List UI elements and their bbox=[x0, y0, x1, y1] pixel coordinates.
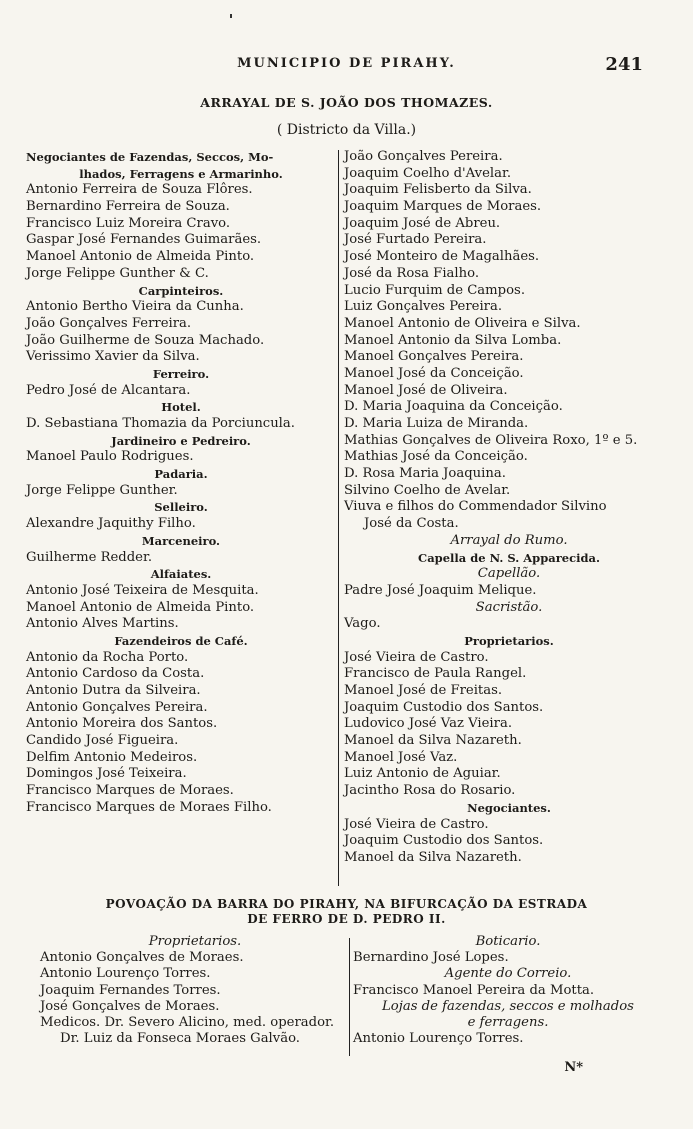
entry-heading: Marceneiro. bbox=[141, 533, 221, 548]
bottom-column-divider bbox=[349, 938, 350, 1056]
entry-line: Manoel José Vaz. bbox=[344, 749, 458, 765]
entry-line: Antonio Gonçalves Pereira. bbox=[26, 699, 208, 715]
entry-line: Francisco de Paula Rangel. bbox=[344, 666, 527, 682]
entry-line: Joaquim Custodio dos Santos. bbox=[344, 833, 544, 849]
entry-line: Joaquim Marques de Moraes. bbox=[344, 199, 542, 215]
bottom-left-column bbox=[40, 934, 350, 1047]
entry-line: José Vieira de Castro. bbox=[344, 816, 489, 832]
entry-line: Francisco Manoel Pereira da Motta. bbox=[353, 982, 595, 998]
entry-heading: Selleiro. bbox=[154, 500, 208, 515]
entry-line: Antonio Ferreira de Souza Flôres. bbox=[26, 182, 253, 198]
entry-line: Vago. bbox=[344, 616, 381, 632]
entry-heading: Negociantes. bbox=[467, 800, 551, 815]
entry-heading: Agente do Correio. bbox=[444, 966, 572, 982]
entry-heading: Jardineiro e Pedreiro. bbox=[111, 433, 251, 448]
entry-line: Ludovico José Vaz Vieira. bbox=[344, 716, 513, 732]
entry-line: Joaquim José de Abreu. bbox=[344, 215, 501, 231]
entry-line: Antonio Alves Martins. bbox=[26, 616, 179, 632]
entry-heading: Negociantes de Fazendas, Seccos, Mo- bbox=[26, 150, 274, 164]
page-number: 241 bbox=[605, 54, 643, 75]
entry-heading: e ferragens. bbox=[467, 1014, 549, 1030]
entry-line: Jorge Felippe Gunther. bbox=[26, 482, 178, 498]
entry-line: Antonio Moreira dos Santos. bbox=[26, 716, 218, 732]
entry-line: Mathias José da Conceição. bbox=[344, 449, 528, 465]
entry-line: Manoel José de Freitas. bbox=[344, 683, 503, 698]
entry-line: Antonio Lourenço Torres. bbox=[353, 1031, 524, 1047]
entry-heading: Proprietarios. bbox=[148, 934, 242, 949]
entry-line: João Gonçalves Ferreira. bbox=[26, 315, 192, 331]
entry-line: Delfim Antonio Medeiros. bbox=[26, 749, 198, 765]
entry-line: Bernardino José Lopes. bbox=[353, 950, 509, 966]
entry-line: Antonio da Rocha Porto. bbox=[26, 649, 189, 665]
entry-line: D. Sebastiana Thomazia da Porciuncula. bbox=[26, 416, 295, 431]
entry-line: Manoel da Silva Nazareth. bbox=[344, 849, 522, 865]
entry-line: D. Rosa Maria Joaquina. bbox=[344, 466, 506, 482]
entry-line: Lucio Furquim de Campos. bbox=[344, 282, 526, 298]
entry-heading: Arrayal do Rumo. bbox=[450, 532, 568, 548]
entry-line: Joaquim Felisberto da Silva. bbox=[344, 182, 532, 198]
entry-line: José da Costa. bbox=[364, 516, 459, 532]
entry-heading: Proprietarios. bbox=[464, 633, 554, 648]
section-title-povoacao-2: DE FERRO DE D. PEDRO II. bbox=[247, 912, 446, 926]
entry-line: Dr. Luiz da Fonseca Moraes Galvão. bbox=[60, 1031, 300, 1047]
entry-heading: Padaria. bbox=[154, 467, 208, 482]
entry-line: D. Maria Joaquina da Conceição. bbox=[344, 399, 563, 415]
entry-line: Manoel Antonio de Oliveira e Silva. bbox=[344, 315, 581, 331]
page-header bbox=[0, 56, 693, 80]
section-title-povoacao: POVOAÇÃO DA BARRA DO PIRAHY, NA BIFURCAÇÃO DA ESTRADA bbox=[105, 897, 588, 911]
entry-line: João Gonçalves Pereira. bbox=[344, 149, 503, 164]
entry-heading: Hotel. bbox=[161, 400, 201, 415]
entry-heading: Sacristão. bbox=[475, 599, 543, 615]
entry-line: Silvino Coelho de Avelar. bbox=[344, 482, 511, 498]
entry-heading: Ferreiro. bbox=[152, 366, 210, 381]
entry-heading: Capella de N. S. Apparecida. bbox=[418, 550, 600, 565]
entry-line: José Vieira de Castro. bbox=[344, 649, 489, 665]
entry-line: Pedro José de Alcantara. bbox=[26, 382, 191, 398]
entry-line: Domingos José Teixeira. bbox=[26, 766, 187, 782]
entry-line: Alexandre Jaquithy Filho. bbox=[26, 516, 196, 532]
right-column bbox=[344, 149, 674, 867]
left-column bbox=[26, 149, 336, 817]
page-title: MUNICIPIO DE PIRAHY. bbox=[237, 56, 456, 71]
entry-line: Francisco Marques de Moraes. bbox=[26, 783, 234, 799]
entry-line: Guilherme Redder. bbox=[26, 549, 153, 565]
entry-line: Luiz Antonio de Aguiar. bbox=[344, 766, 501, 782]
entry-line: Medicos. Dr. Severo Alicino, med. operador. bbox=[40, 1014, 335, 1030]
entry-line: Manoel José da Conceição. bbox=[344, 365, 524, 381]
print-mark bbox=[230, 14, 232, 18]
entry-heading: Boticario. bbox=[475, 934, 541, 949]
entry-line: Manoel José de Oliveira. bbox=[344, 382, 508, 398]
entry-line: Joaquim Custodio dos Santos. bbox=[344, 699, 544, 715]
entry-line: José Gonçalves de Moraes. bbox=[40, 998, 220, 1014]
entry-line: Antonio Lourenço Torres. bbox=[40, 966, 211, 982]
entry-line: Joaquim Fernandes Torres. bbox=[40, 982, 221, 998]
entry-heading: Alfaiates. bbox=[150, 567, 212, 582]
section-subtitle: ( Districto da Villa.) bbox=[276, 122, 417, 138]
entry-line: Francisco Marques de Moraes Filho. bbox=[26, 799, 272, 815]
entry-line: Antonio Bertho Vieira da Cunha. bbox=[26, 299, 244, 315]
entry-line: Joaquim Coelho d'Avelar. bbox=[344, 165, 512, 181]
entry-line: José da Rosa Fialho. bbox=[344, 265, 480, 281]
entry-heading: Fazendeiros de Café. bbox=[114, 633, 248, 648]
entry-line: Manoel Paulo Rodrigues. bbox=[26, 449, 194, 465]
entry-line: Bernardino Ferreira de Souza. bbox=[26, 199, 230, 215]
entry-line: Gaspar José Fernandes Guimarães. bbox=[26, 232, 262, 248]
entry-line: Manoel Antonio da Silva Lomba. bbox=[344, 332, 562, 348]
entry-heading: lhados, Ferragens e Armarinho. bbox=[79, 166, 283, 181]
signature-mark: N* bbox=[564, 1060, 583, 1075]
entry-line: Candido José Figueira. bbox=[26, 733, 179, 749]
entry-line: Manoel Antonio de Almeida Pinto. bbox=[26, 599, 255, 615]
entry-heading: Carpinteiros. bbox=[138, 283, 224, 298]
entry-line: João Guilherme de Souza Machado. bbox=[26, 332, 265, 348]
entry-heading: Capellão. bbox=[477, 566, 541, 582]
entry-line: Manoel Antonio de Almeida Pinto. bbox=[26, 249, 255, 265]
section-title-arrayal: ARRAYAL DE S. JOÃO DOS THOMAZES. bbox=[200, 95, 493, 110]
entry-line: Verissimo Xavier da Silva. bbox=[26, 349, 200, 365]
entry-line: José Furtado Pereira. bbox=[344, 232, 487, 248]
entry-line: Viuva e filhos do Commendador Silvino bbox=[344, 499, 607, 515]
entry-line: Padre José Joaquim Melique. bbox=[344, 582, 537, 598]
entry-line: Antonio Gonçalves de Moraes. bbox=[40, 950, 244, 966]
entry-line: Antonio José Teixeira de Mesquita. bbox=[26, 582, 259, 598]
entry-line: Jacintho Rosa do Rosario. bbox=[344, 783, 516, 799]
entry-line: Francisco Luiz Moreira Cravo. bbox=[26, 215, 231, 231]
entry-line: D. Maria Luiza de Miranda. bbox=[344, 416, 529, 431]
column-divider bbox=[338, 150, 339, 886]
entry-line: José Monteiro de Magalhães. bbox=[344, 249, 540, 265]
bottom-right-column bbox=[353, 934, 663, 1047]
entry-line: Jorge Felippe Gunther & C. bbox=[26, 265, 209, 281]
entry-line: Manoel da Silva Nazareth. bbox=[344, 733, 522, 749]
entry-line: Antonio Dutra da Silveira. bbox=[26, 683, 201, 698]
entry-line: Mathias Gonçalves de Oliveira Roxo, 1º e 5. bbox=[344, 432, 638, 448]
entry-heading: Lojas de fazendas, seccos e molhados bbox=[382, 998, 634, 1014]
entry-line: Manoel Gonçalves Pereira. bbox=[344, 349, 524, 365]
entry-line: Antonio Cardoso da Costa. bbox=[26, 666, 205, 682]
entry-line: Luiz Gonçalves Pereira. bbox=[344, 299, 503, 315]
